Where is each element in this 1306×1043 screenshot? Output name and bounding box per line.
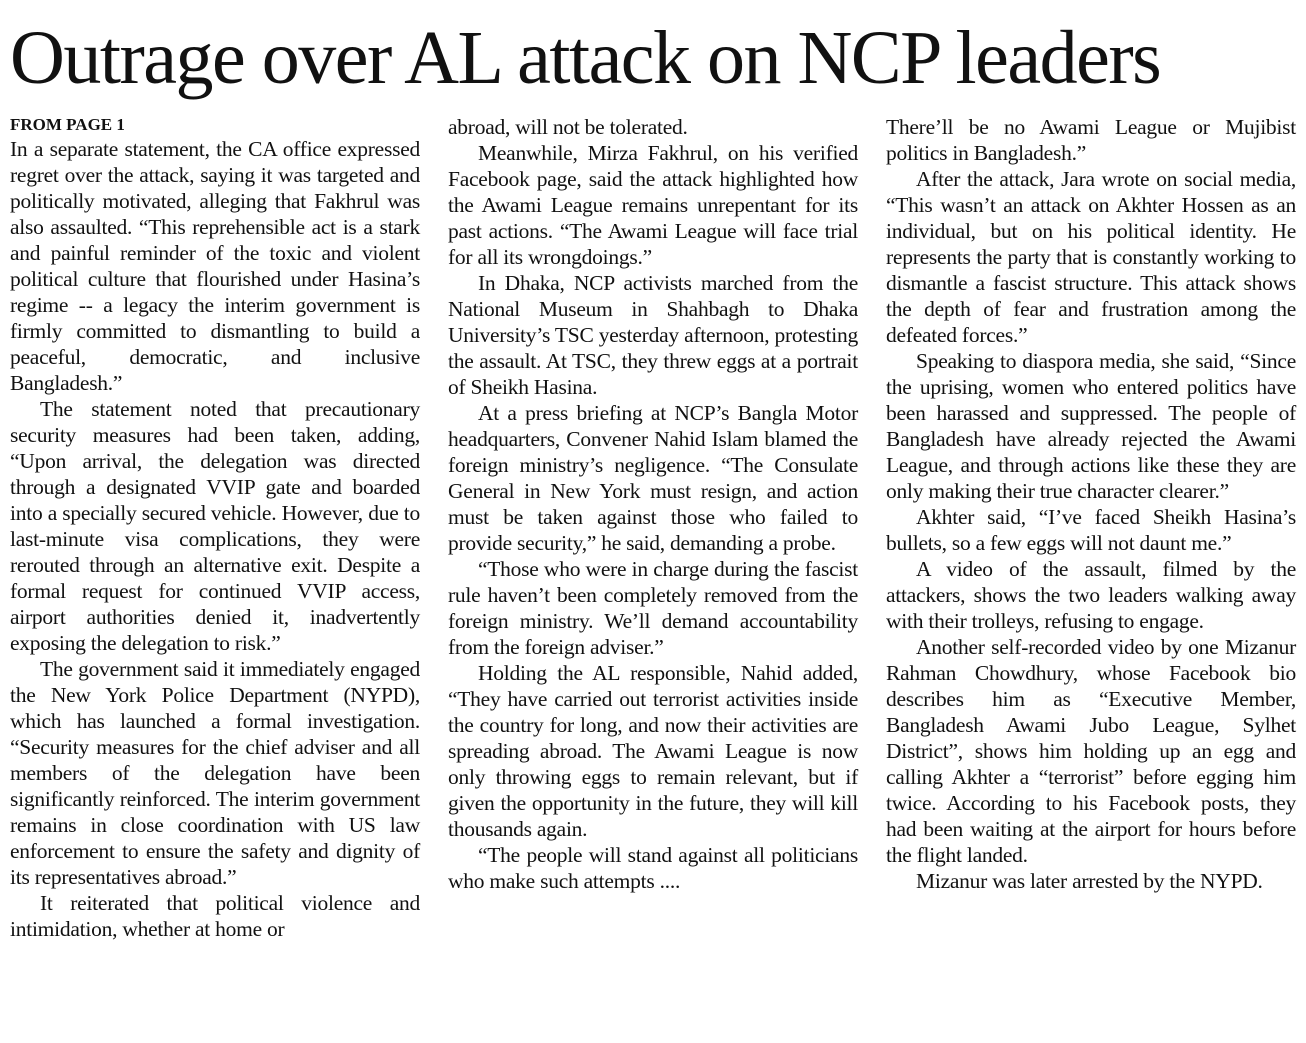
paragraph: The statement noted that precautionary security measures had been taken, adding, “Upon arrival, the delegation was directed through a designated VVIP gate and boarded into a specially secured vehicle. However, due to last-minute visa complications, they were rerouted through an alternative exit. Despite a formal request for continued VVIP access, airport authorities denied it, inadvertently exposing the delegation to risk.” bbox=[10, 397, 420, 655]
continuation-kicker: FROM PAGE 1 bbox=[10, 115, 125, 134]
paragraph: “Those who were in charge during the fascist rule haven’t been completely removed from the foreign ministry. We’ll demand accountability from the foreign adviser.” bbox=[448, 557, 858, 659]
paragraph: In Dhaka, NCP activists marched from the National Museum in Shahbagh to Dhaka University’s TSC yesterday afternoon, protesting the assault. At TSC, they threw eggs at a portrait of Sheikh Hasina. bbox=[448, 271, 858, 399]
paragraph: Another self-recorded video by one Mizanur Rahman Chowdhury, whose Facebook bio describes him as “Executive Member, Bangladesh Awami Jubo League, Sylhet District”, shows him holding up an egg and calling Akhter a “terrorist” before egging him twice. According to his Facebook posts, they had been waiting at the airport for hours before the flight landed. bbox=[886, 635, 1296, 867]
paragraph: Speaking to diaspora media, she said, “Since the uprising, women who entered politics have been harassed and suppressed. The people of Bangladesh have already rejected the Awami League, and through actions like these they are only making their true character clearer.” bbox=[886, 349, 1296, 503]
article-column-1 bbox=[10, 114, 420, 942]
paragraph: The government said it immediately engaged the New York Police Department (NYPD), which has launched a formal investigation. “Security measures for the chief adviser and all members of the delegation have been significantly reinforced. The interim government remains in close coordination with US law enforcement to ensure the safety and dignity of its representatives abroad.” bbox=[10, 657, 420, 889]
paragraph: A video of the assault, filmed by the attackers, shows the two leaders walking away with their trolleys, refusing to engage. bbox=[886, 557, 1296, 633]
paragraph: At a press briefing at NCP’s Bangla Motor headquarters, Convener Nahid Islam blamed the foreign ministry’s negligence. “The Consulate General in New York must resign, and action must be taken against those who failed to provide security,” he said, demanding a probe. bbox=[448, 401, 858, 555]
paragraph: Akhter said, “I’ve faced Sheikh Hasina’s bullets, so a few eggs will not daunt me.” bbox=[886, 505, 1296, 555]
article-column-3 bbox=[886, 114, 1296, 894]
paragraph: Meanwhile, Mirza Fakhrul, on his verified Facebook page, said the attack highlighted how the Awami League remains unrepentant for its past actions. “The Awami League will face trial for all its wrongdoings.” bbox=[448, 141, 858, 269]
paragraph: abroad, will not be tolerated. bbox=[448, 115, 688, 139]
article-column-2 bbox=[448, 114, 858, 894]
paragraph: It reiterated that political violence and intimidation, whether at home or bbox=[10, 891, 420, 941]
paragraph: There’ll be no Awami League or Mujibist politics in Bangladesh.” bbox=[886, 115, 1296, 165]
paragraph: In a separate statement, the CA office expressed regret over the attack, saying it was targeted and politically motivated, alleging that Fakhrul was also assaulted. “This reprehensible act is a stark and painful reminder of the toxic and violent political culture that flourished under Hasina’s regime -- a legacy the interim government is firmly committed to dismantling to build a peaceful, democratic, and inclusive Bangladesh.” bbox=[10, 137, 420, 395]
paragraph: After the attack, Jara wrote on social media, “This wasn’t an attack on Akhter Hossen as an individual, but on his political identity. He represents the party that is constantly working to dismantle a fascist structure. This attack shows the depth of fear and frustration among the defeated forces.” bbox=[886, 167, 1296, 347]
paragraph: Holding the AL responsible, Nahid added, “They have carried out terrorist activities inside the country for long, and now their activities are spreading abroad. The Awami League is now only throwing eggs to remain relevant, but if given the opportunity in the future, they will kill thousands again. bbox=[448, 661, 858, 841]
paragraph: “The people will stand against all politicians who make such attempts .... bbox=[448, 843, 858, 893]
paragraph: Mizanur was later arrested by the NYPD. bbox=[916, 869, 1263, 893]
headline: Outrage over AL attack on NCP leaders bbox=[10, 16, 1161, 100]
